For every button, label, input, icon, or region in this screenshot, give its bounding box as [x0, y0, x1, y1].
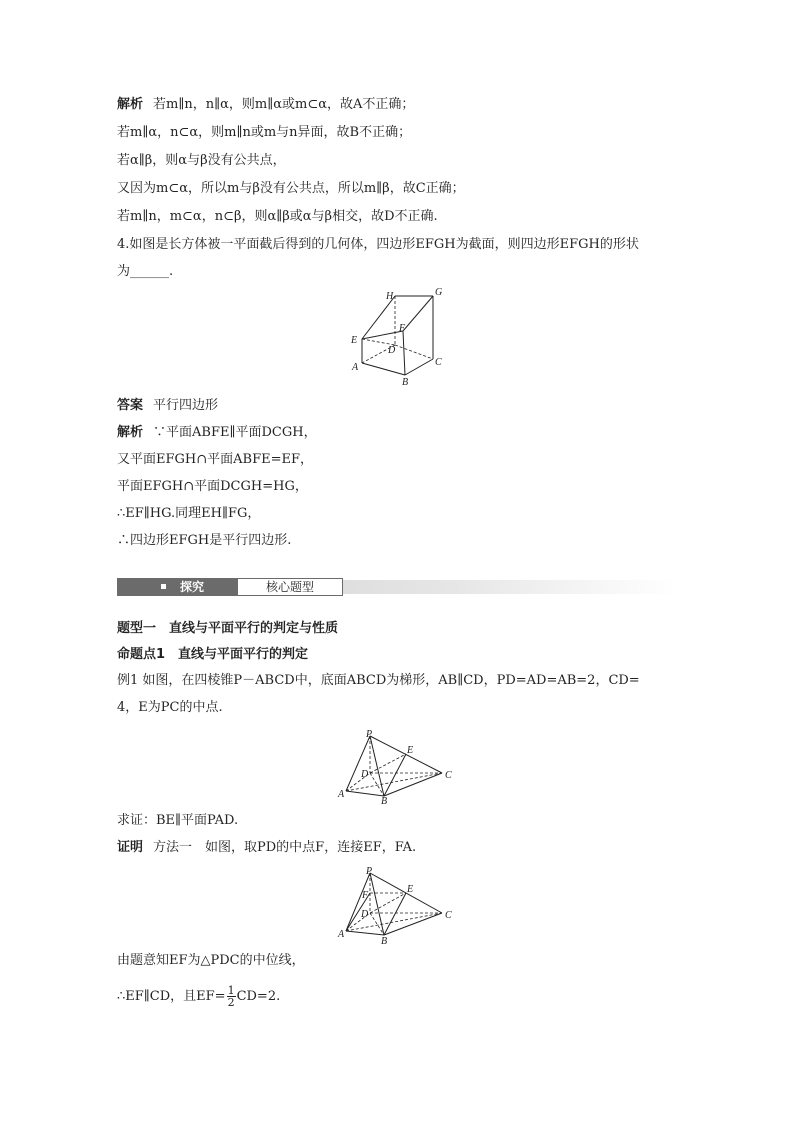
- label-P: P: [366, 866, 373, 877]
- q4-analysis-line-1: 解析 ∵平面ABFE∥平面DCGH，: [117, 425, 317, 440]
- label-E: E: [407, 884, 414, 895]
- banner-right: 核心题型: [237, 578, 343, 596]
- pyramid-svg-2: [336, 865, 466, 945]
- label-E: E: [351, 335, 358, 346]
- label-P: P: [366, 729, 373, 740]
- analysis-line-4: 又因为m⊂α，所以m与β没有公共点，所以m∥β，故C正确；: [117, 181, 465, 196]
- analysis-line-3: 若α∥β，则α与β没有公共点，: [117, 153, 286, 168]
- banner-left: 探究: [117, 578, 237, 596]
- example-line-2: 4，E为PC的中点.: [117, 700, 223, 715]
- q4-analysis-line-5: ∴四边形EFGH是平行四边形.: [117, 533, 292, 548]
- label-A: A: [338, 929, 345, 940]
- q4-analysis-line-3: 平面EFGH∩平面DCGH=HG，: [117, 479, 308, 494]
- label-D: D: [361, 909, 369, 920]
- label-B: B: [381, 936, 388, 945]
- proof-line-3: ∴EF∥CD，且EF= $\frac{1}{2}$ CD=2.: [117, 984, 281, 1009]
- question-4-line-1: 4.如图是长方体被一平面截后得到的几何体，四边形EFGH为截面，则四边形EFGH的形状: [117, 237, 639, 252]
- label-B: B: [381, 796, 388, 805]
- label-B: B: [402, 377, 409, 388]
- pyramid-figure-1: [336, 727, 466, 805]
- label-D: D: [388, 345, 396, 356]
- label-E: E: [407, 745, 414, 756]
- q4-analysis-line-2: 又平面EFGH∩平面ABFE=EF，: [117, 452, 313, 467]
- type-title: 题型一 直线与平面平行的判定与性质: [117, 621, 339, 636]
- label-A: A: [338, 789, 345, 800]
- label-D: D: [361, 769, 369, 780]
- label-H: H: [386, 291, 394, 302]
- prove-line: 求证：BE∥平面PAD.: [117, 813, 239, 828]
- proof-line-2: 由题意知EF为△PDC的中位线，: [117, 953, 305, 968]
- proof-line-1: 证明 方法一 如图，取PD的中点F，连接EF，FA.: [117, 840, 417, 855]
- label-C: C: [445, 910, 452, 921]
- section-banner: [117, 576, 677, 598]
- q4-analysis-label: 解析: [117, 425, 144, 440]
- pyramid-svg-1: [336, 727, 466, 805]
- proof-label: 证明: [117, 840, 144, 855]
- answer-text: 平行四边形: [153, 398, 219, 413]
- answer-label: 答案: [117, 398, 144, 413]
- square-icon: [161, 584, 166, 589]
- label-A: A: [352, 362, 359, 373]
- pyramid-figure-2: [336, 865, 466, 945]
- example-line-1: 例1 如图，在四棱锥P－ABCD中，底面ABCD为梯形，AB∥CD，PD=AD=AB=2，CD=: [117, 673, 640, 688]
- point-title: 命题点1 直线与平面平行的判定: [117, 647, 309, 662]
- label-F: F: [362, 890, 369, 901]
- question-4-line-2: 为______.: [117, 264, 174, 279]
- analysis-label: 解析: [117, 97, 144, 112]
- label-G: G: [435, 287, 443, 298]
- fraction-half: $\frac{1}{2}$: [227, 984, 235, 1009]
- analysis-line-2: 若m∥α，n⊂α，则m∥n或m与n异面，故B不正确；: [117, 125, 412, 140]
- analysis-line-1: 解析 若m∥n，n∥α，则m∥α或m⊂α，故A不正确；: [117, 97, 415, 112]
- answer-line: [117, 397, 218, 415]
- cuboid-figure: [345, 283, 455, 393]
- label-F: F: [399, 323, 406, 334]
- label-C: C: [445, 770, 452, 781]
- label-C: C: [435, 357, 442, 368]
- analysis-line-5: 若m∥n，m⊂α，n⊂β，则α∥β或α与β相交，故D不正确.: [117, 209, 438, 224]
- q4-analysis-line-4: ∴EF∥HG.同理EH∥FG，: [117, 506, 261, 521]
- cuboid-svg: [345, 283, 455, 393]
